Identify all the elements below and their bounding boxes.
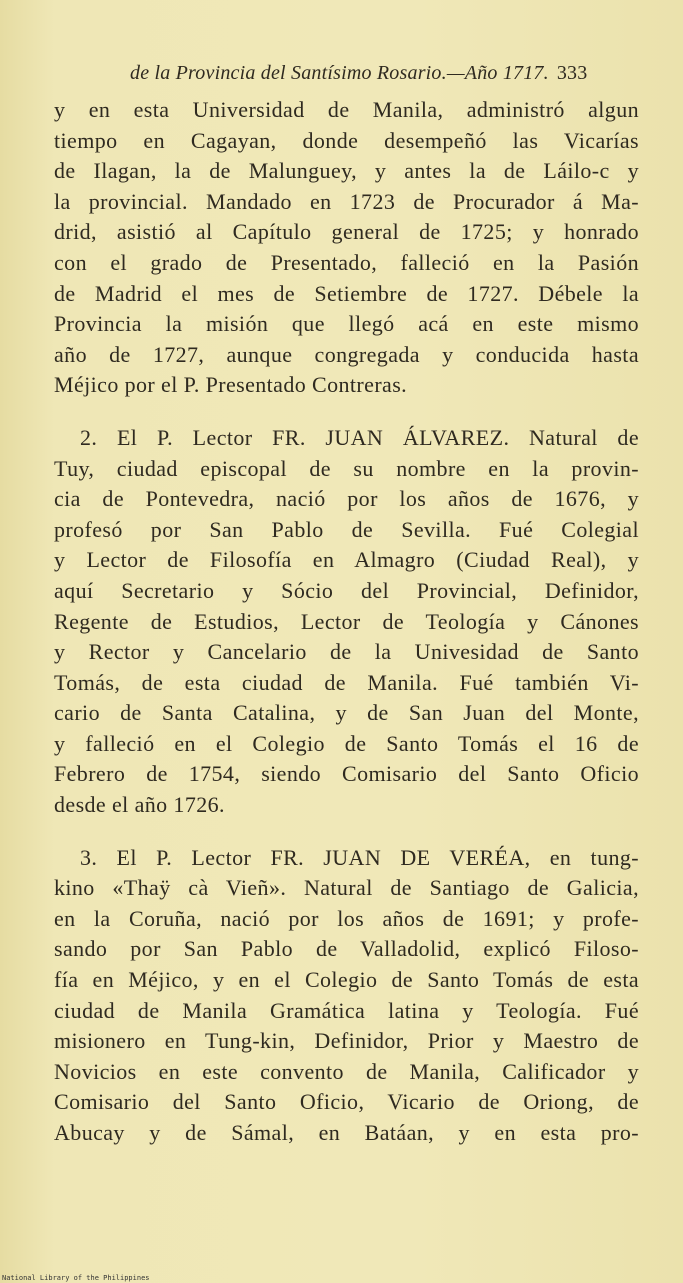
- running-header: [130, 62, 610, 85]
- text-line: y Lector de Filosofía en Almagro (Ciudad Real), y: [54, 547, 639, 573]
- text-line: fía en Méjico, y en el Colegio de Santo Tomás de esta: [54, 967, 639, 993]
- body-text: [54, 95, 639, 1149]
- running-title: de la Provincia del Santísimo Rosario.—Año 1717.: [130, 62, 549, 84]
- text-line: sando por San Pablo de Valladolid, explicó Filoso-: [54, 936, 639, 962]
- text-line: Novicios en este convento de Manila, Calificador y: [54, 1058, 639, 1084]
- text-line: tiempo en Cagayan, donde desempeñó las Vicarías: [54, 127, 639, 153]
- text-line: con el grado de Presentado, falleció en la Pasión: [54, 249, 639, 275]
- text-line: Tomás, de esta ciudad de Manila. Fué también Vi-: [54, 669, 639, 695]
- text-line: Abucay y de Sámal, en Batáan, y en esta pro-: [54, 1120, 639, 1145]
- text-line: 2. El P. Lector FR. JUAN ÁLVAREZ. Natural de: [80, 424, 639, 450]
- page-number: 333: [556, 62, 588, 84]
- paragraph-2: [54, 423, 639, 821]
- text-line: de Madrid el mes de Setiembre de 1727. Débele la: [54, 280, 639, 306]
- text-line: cario de Santa Catalina, y de San Juan del Monte,: [54, 700, 639, 726]
- text-line: y Rector y Cancelario de la Univesidad de Santo: [54, 639, 639, 665]
- text-line: drid, asistió al Capítulo general de 1725; y honrado: [54, 219, 639, 245]
- text-line: y en esta Universidad de Manila, administró algun: [54, 97, 639, 122]
- text-line: año de 1727, aunque congregada y conducida hasta: [54, 341, 639, 367]
- text-line: Tuy, ciudad episcopal de su nombre en la provin-: [54, 455, 639, 481]
- paragraph-3: [54, 843, 639, 1149]
- text-line: Comisario del Santo Oficio, Vicario de Oriong, de: [54, 1089, 639, 1115]
- text-line: ciudad de Manila Gramática latina y Teología. Fué: [54, 997, 639, 1023]
- text-line: Regente de Estudios, Lector de Teología y Cánones: [54, 608, 639, 634]
- text-line: Provincia la misión que llegó acá en este mismo: [54, 311, 639, 337]
- text-line: aquí Secretario y Sócio del Provincial, Definidor,: [54, 577, 639, 603]
- text-line: la provincial. Mandado en 1723 de Procurador á Ma-: [54, 188, 639, 214]
- text-line: 3. El P. Lector FR. JUAN DE VERÉA, en tung-: [80, 844, 639, 870]
- text-line: y falleció en el Colegio de Santo Tomás el 16 de: [54, 730, 639, 756]
- text-line: desde el año 1726.: [54, 792, 225, 818]
- paragraph-1: [54, 95, 639, 401]
- text-line: profesó por San Pablo de Sevilla. Fué Colegial: [54, 516, 639, 542]
- text-line: misionero en Tung-kin, Definidor, Prior y Maestro de: [54, 1028, 639, 1054]
- text-line: kino «Thaÿ cà Vieñ». Natural de Santiago de Galicia,: [54, 875, 639, 901]
- library-stamp: National Library of the Philippines: [2, 1274, 150, 1282]
- text-line: de Ilagan, la de Malunguey, y antes la de Láilo-c y: [54, 158, 639, 184]
- text-line: en la Coruña, nació por los años de 1691; y profe-: [54, 905, 639, 931]
- text-line: Febrero de 1754, siendo Comisario del Santo Oficio: [54, 761, 639, 787]
- text-line: cia de Pontevedra, nació por los años de 1676, y: [54, 486, 639, 512]
- text-line: Méjico por el P. Presentado Contreras.: [54, 372, 408, 398]
